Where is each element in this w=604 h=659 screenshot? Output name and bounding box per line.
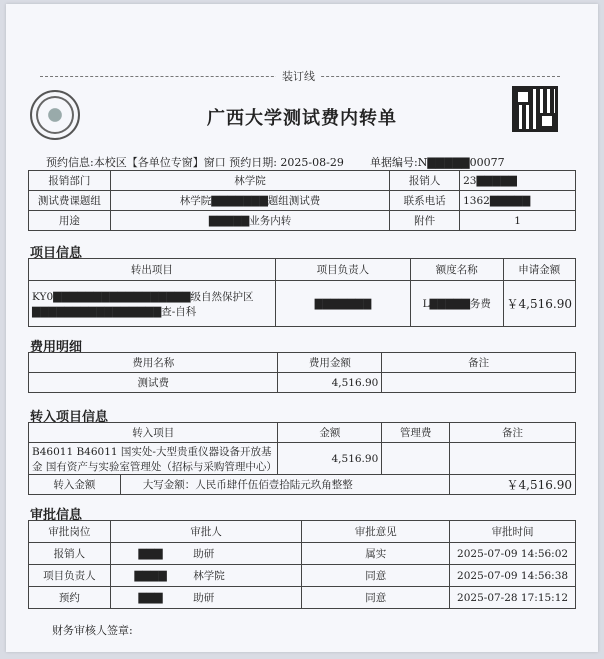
expense-name: 测试费 <box>29 373 278 393</box>
expense-note <box>382 373 576 393</box>
approval-opinion: 同意 <box>302 587 450 609</box>
transfer-total-words: 大写金额：人民币肆仟伍佰壹拾陆元玖角整整 <box>120 475 449 495</box>
phone-value: 1362▇▇▇▇▇ <box>460 191 576 211</box>
project-info-table <box>28 258 576 327</box>
project-value: 林学院▇▇▇▇▇▇▇题组测试费 <box>110 191 389 211</box>
approval-time: 2025-07-09 14:56:02 <box>450 543 576 565</box>
approver-name: ▇▇▇ <box>110 587 190 609</box>
approval-time: 2025-07-09 14:56:38 <box>450 565 576 587</box>
purpose-value: ▇▇▇▇▇业务内转 <box>110 211 389 231</box>
transfer-total-label: 转入金额 <box>29 475 121 495</box>
claimant-value: 23▇▇▇▇▇ <box>460 171 576 191</box>
document-title: 广西大学测试费内转单 <box>207 108 397 129</box>
transfer-project-header: 转入项目 <box>29 423 278 443</box>
table-row <box>29 587 576 609</box>
approval-table <box>28 520 576 609</box>
expense-table <box>28 352 576 393</box>
approval-heading: 审批信息 <box>30 508 83 523</box>
leader-header: 项目负责人 <box>275 259 410 281</box>
out-project-header: 转出项目 <box>29 259 276 281</box>
approval-post: 预约 <box>29 587 111 609</box>
transfer-amount-header: 金额 <box>278 423 382 443</box>
transfer-project-value: B46011 B46011 国实处-大型贵重仪器设备开放基金 国有资产与实验室管理处（招标与采购管理中心） <box>29 443 278 475</box>
approver-name: ▇▇▇▇ <box>110 565 190 587</box>
expense-name-header: 费用名称 <box>29 353 278 373</box>
binding-label: 装订线 <box>276 68 321 84</box>
reservation-info: 预约信息:本校区【各单位专窗】窗口 预约日期: 2025-08-29 <box>46 156 344 169</box>
doc-number <box>370 154 505 170</box>
document-page <box>6 4 598 652</box>
expense-amount-header: 费用金额 <box>278 353 382 373</box>
quota-header: 额度名称 <box>411 259 504 281</box>
approval-name-header: 审批人 <box>110 521 302 543</box>
transfer-note-header: 备注 <box>450 423 576 443</box>
attach-label: 附件 <box>390 211 460 231</box>
leader-value: ▇▇▇▇▇▇▇ <box>275 281 410 327</box>
purpose-label: 用途 <box>29 211 111 231</box>
doc-number-label: 单据编号: <box>370 156 418 169</box>
attach-value: 1 <box>460 211 576 231</box>
dept-value: 林学院 <box>110 171 389 191</box>
approval-time: 2025-07-28 17:15:12 <box>450 587 576 609</box>
transfer-amount: 4,516.90 <box>278 443 382 475</box>
claimant-label: 报销人 <box>390 171 460 191</box>
approver-name: ▇▇▇ <box>110 543 190 565</box>
approval-opinion: 属实 <box>302 543 450 565</box>
table-row <box>29 543 576 565</box>
qr-code-icon <box>512 86 558 132</box>
expense-amount: 4,516.90 <box>278 373 382 393</box>
approval-opinion-header: 审批意见 <box>302 521 450 543</box>
finance-signature-label: 财务审核人签章: <box>52 624 133 637</box>
basic-info-table <box>28 170 576 231</box>
request-amount: ￥4,516.90 <box>503 281 575 327</box>
phone-label: 联系电话 <box>390 191 460 211</box>
approval-opinion: 同意 <box>302 565 450 587</box>
out-project-value: KY0▇▇▇▇▇▇▇▇▇▇▇▇▇▇▇▇▇级自然保护区▇▇▇▇▇▇▇▇▇▇▇▇▇▇▇▇查-自科 <box>29 281 276 327</box>
approver-title: 助研 <box>190 543 302 565</box>
approver-title: 林学院 <box>190 565 302 587</box>
table-row <box>29 565 576 587</box>
dept-label: 报销部门 <box>29 171 111 191</box>
transfer-total-value: ￥4,516.90 <box>450 475 576 495</box>
transfer-fee-header: 管理费 <box>382 423 450 443</box>
transfer-note <box>450 443 576 475</box>
approval-post-header: 审批岗位 <box>29 521 111 543</box>
approval-time-header: 审批时间 <box>450 521 576 543</box>
amount-header: 申请金额 <box>503 259 575 281</box>
quota-value: L▇▇▇▇▇务费 <box>411 281 504 327</box>
approval-post: 项目负责人 <box>29 565 111 587</box>
transfer-fee <box>382 443 450 475</box>
doc-number-value: N▇▇▇▇▇00077 <box>417 156 505 169</box>
transfer-table <box>28 422 576 495</box>
expense-heading: 费用明细 <box>30 340 83 355</box>
project-label: 测试费课题组 <box>29 191 111 211</box>
expense-note-header: 备注 <box>382 353 576 373</box>
transfer-heading: 转入项目信息 <box>30 410 109 425</box>
approver-title: 助研 <box>190 587 302 609</box>
project-info-heading: 项目信息 <box>30 246 83 261</box>
approval-post: 报销人 <box>29 543 111 565</box>
